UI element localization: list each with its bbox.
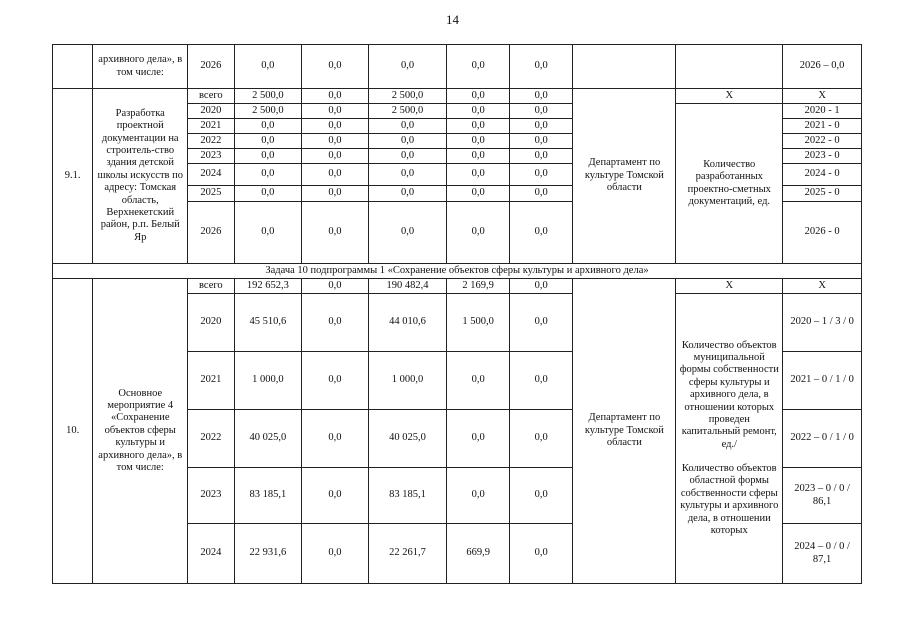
table-row	[53, 45, 862, 89]
value-cell: 0,0	[447, 164, 510, 186]
value-cell: 0,0	[509, 186, 573, 202]
value-cell: 83 185,1	[234, 468, 302, 524]
value-cell: 45 510,6	[234, 294, 302, 352]
value-cell: 0,0	[509, 104, 573, 119]
row-number-cell	[53, 45, 93, 89]
value-cell: 40 025,0	[368, 410, 447, 468]
value-cell: 0,0	[302, 279, 369, 294]
indicator-value-cell: 2022 - 0	[783, 134, 862, 149]
year-cell: 2020	[188, 294, 234, 352]
value-cell: 192 652,3	[234, 279, 302, 294]
value-cell: 0,0	[302, 202, 369, 264]
value-cell: 40 025,0	[234, 410, 302, 468]
value-cell: 0,0	[302, 468, 369, 524]
value-cell: 0,0	[234, 134, 302, 149]
value-cell: 0,0	[302, 352, 369, 410]
value-cell: 0,0	[368, 45, 447, 89]
table-row	[53, 279, 862, 294]
indicator-value-cell: 2023 – 0 / 0 / 86,1	[783, 468, 862, 524]
value-cell: 1 000,0	[234, 352, 302, 410]
value-cell: 0,0	[302, 410, 369, 468]
value-cell: 0,0	[302, 149, 369, 164]
value-cell: 1 000,0	[368, 352, 447, 410]
value-cell: 0,0	[447, 352, 510, 410]
department-cell: Департамент по культуре Томской области	[573, 279, 676, 584]
value-cell: 0,0	[509, 202, 573, 264]
year-cell: 2022	[188, 134, 234, 149]
value-cell: 1 500,0	[447, 294, 510, 352]
page-number: 14	[446, 12, 459, 27]
indicator-value-cell: 2025 - 0	[783, 186, 862, 202]
value-cell: 0,0	[447, 89, 510, 104]
value-cell: 0,0	[509, 119, 573, 134]
value-cell: 0,0	[368, 202, 447, 264]
value-cell: 0,0	[368, 149, 447, 164]
table-row	[53, 89, 862, 104]
indicator-value-cell: 2020 - 1	[783, 104, 862, 119]
indicator-value-cell: 2021 - 0	[783, 119, 862, 134]
year-cell: 2024	[188, 164, 234, 186]
value-cell: 44 010,6	[368, 294, 447, 352]
table-row	[53, 264, 862, 279]
value-cell: 0,0	[234, 164, 302, 186]
value-cell: 0,0	[509, 524, 573, 584]
value-cell: 0,0	[302, 134, 369, 149]
indicator-value-cell: 2024 – 0 / 0 / 87,1	[783, 524, 862, 584]
value-cell: 22 931,6	[234, 524, 302, 584]
value-cell: 22 261,7	[368, 524, 447, 584]
indicator-value-cell: 2023 - 0	[783, 149, 862, 164]
value-cell: 0,0	[447, 186, 510, 202]
year-cell: 2023	[188, 149, 234, 164]
value-cell: 0,0	[302, 89, 369, 104]
value-cell: 2 169,9	[447, 279, 510, 294]
value-cell: 0,0	[368, 119, 447, 134]
value-cell: 0,0	[509, 45, 573, 89]
indicator-name-regional: Количество объектов областной формы собственности сферы культуры и архивного дела, в отношении которых	[680, 463, 779, 536]
indicator-value-cell: 2020 – 1 / 3 / 0	[783, 294, 862, 352]
value-cell: 0,0	[302, 524, 369, 584]
value-cell: 0,0	[447, 468, 510, 524]
year-cell: 2022	[188, 410, 234, 468]
value-cell: 0,0	[234, 119, 302, 134]
value-cell: 0,0	[302, 104, 369, 119]
year-cell: 2023	[188, 468, 234, 524]
measure-name-cell: Разработка проектной документации на строитель-ство здания детской школы искусств по адресу: Томская область, Верхнекетский район, р.п. Белый Яр	[93, 89, 188, 264]
department-cell	[573, 45, 676, 89]
value-cell: 2 500,0	[368, 104, 447, 119]
value-cell: 0,0	[302, 119, 369, 134]
row-number-cell: 10.	[53, 279, 93, 584]
indicator-value-cell: 2026 - 0	[783, 202, 862, 264]
year-cell: 2026	[188, 202, 234, 264]
value-cell: 0,0	[447, 410, 510, 468]
measure-name-cell: архивного дела», в том числе:	[93, 45, 188, 89]
indicator-value-cell: Х	[783, 279, 862, 294]
task-heading: Задача 10 подпрограммы 1 «Сохранение объектов сферы культуры и архивного дела»	[53, 264, 862, 279]
value-cell: 0,0	[509, 134, 573, 149]
value-cell: 0,0	[234, 149, 302, 164]
value-cell: 0,0	[509, 294, 573, 352]
year-cell: 2020	[188, 104, 234, 119]
year-cell: всего	[188, 279, 234, 294]
year-cell: 2024	[188, 524, 234, 584]
value-cell: 0,0	[302, 45, 369, 89]
indicator-name-municipal: Количество объектов муниципальной формы собственности сферы культуры и архивного дела, в отношении которых проведен капитальный ремонт, ед./	[679, 339, 779, 450]
program-table	[52, 44, 862, 584]
value-cell: 0,0	[509, 164, 573, 186]
value-cell: 0,0	[509, 149, 573, 164]
value-cell: 0,0	[234, 45, 302, 89]
indicator-name-cell	[676, 294, 783, 584]
year-cell: 2021	[188, 352, 234, 410]
value-cell: 0,0	[509, 468, 573, 524]
indicator-value-cell: 2021 – 0 / 1 / 0	[783, 352, 862, 410]
indicator-value-cell: Х	[783, 89, 862, 104]
indicator-name-cell: Количество разработанных проектно-сметных документаций, ед.	[676, 104, 783, 264]
value-cell: 2 500,0	[368, 89, 447, 104]
measure-name-cell: Основное мероприятие 4 «Сохранение объектов сферы культуры и архивного дела», в том числе:	[93, 279, 188, 584]
year-cell: 2021	[188, 119, 234, 134]
value-cell: 0,0	[302, 294, 369, 352]
value-cell: 2 500,0	[234, 104, 302, 119]
indicator-name-cell: Х	[676, 89, 783, 104]
department-cell: Департамент по культуре Томской области	[573, 89, 676, 264]
value-cell: 2 500,0	[234, 89, 302, 104]
value-cell: 0,0	[447, 119, 510, 134]
year-cell: всего	[188, 89, 234, 104]
value-cell: 0,0	[447, 45, 510, 89]
value-cell: 0,0	[509, 279, 573, 294]
value-cell: 0,0	[509, 352, 573, 410]
value-cell: 0,0	[447, 149, 510, 164]
value-cell: 0,0	[447, 104, 510, 119]
value-cell: 669,9	[447, 524, 510, 584]
indicator-value-cell: 2026 – 0,0	[783, 45, 862, 89]
value-cell: 0,0	[302, 164, 369, 186]
value-cell: 0,0	[447, 134, 510, 149]
value-cell: 0,0	[368, 186, 447, 202]
indicator-value-cell: 2022 – 0 / 1 / 0	[783, 410, 862, 468]
value-cell: 0,0	[368, 134, 447, 149]
value-cell: 190 482,4	[368, 279, 447, 294]
year-cell: 2026	[188, 45, 234, 89]
value-cell: 0,0	[447, 202, 510, 264]
indicator-value-cell: 2024 - 0	[783, 164, 862, 186]
value-cell: 0,0	[368, 164, 447, 186]
row-number-cell: 9.1.	[53, 89, 93, 264]
indicator-name-cell	[676, 45, 783, 89]
indicator-name-cell: Х	[676, 279, 783, 294]
value-cell: 0,0	[509, 89, 573, 104]
value-cell: 83 185,1	[368, 468, 447, 524]
value-cell: 0,0	[302, 186, 369, 202]
year-cell: 2025	[188, 186, 234, 202]
value-cell: 0,0	[234, 202, 302, 264]
value-cell: 0,0	[509, 410, 573, 468]
value-cell: 0,0	[234, 186, 302, 202]
